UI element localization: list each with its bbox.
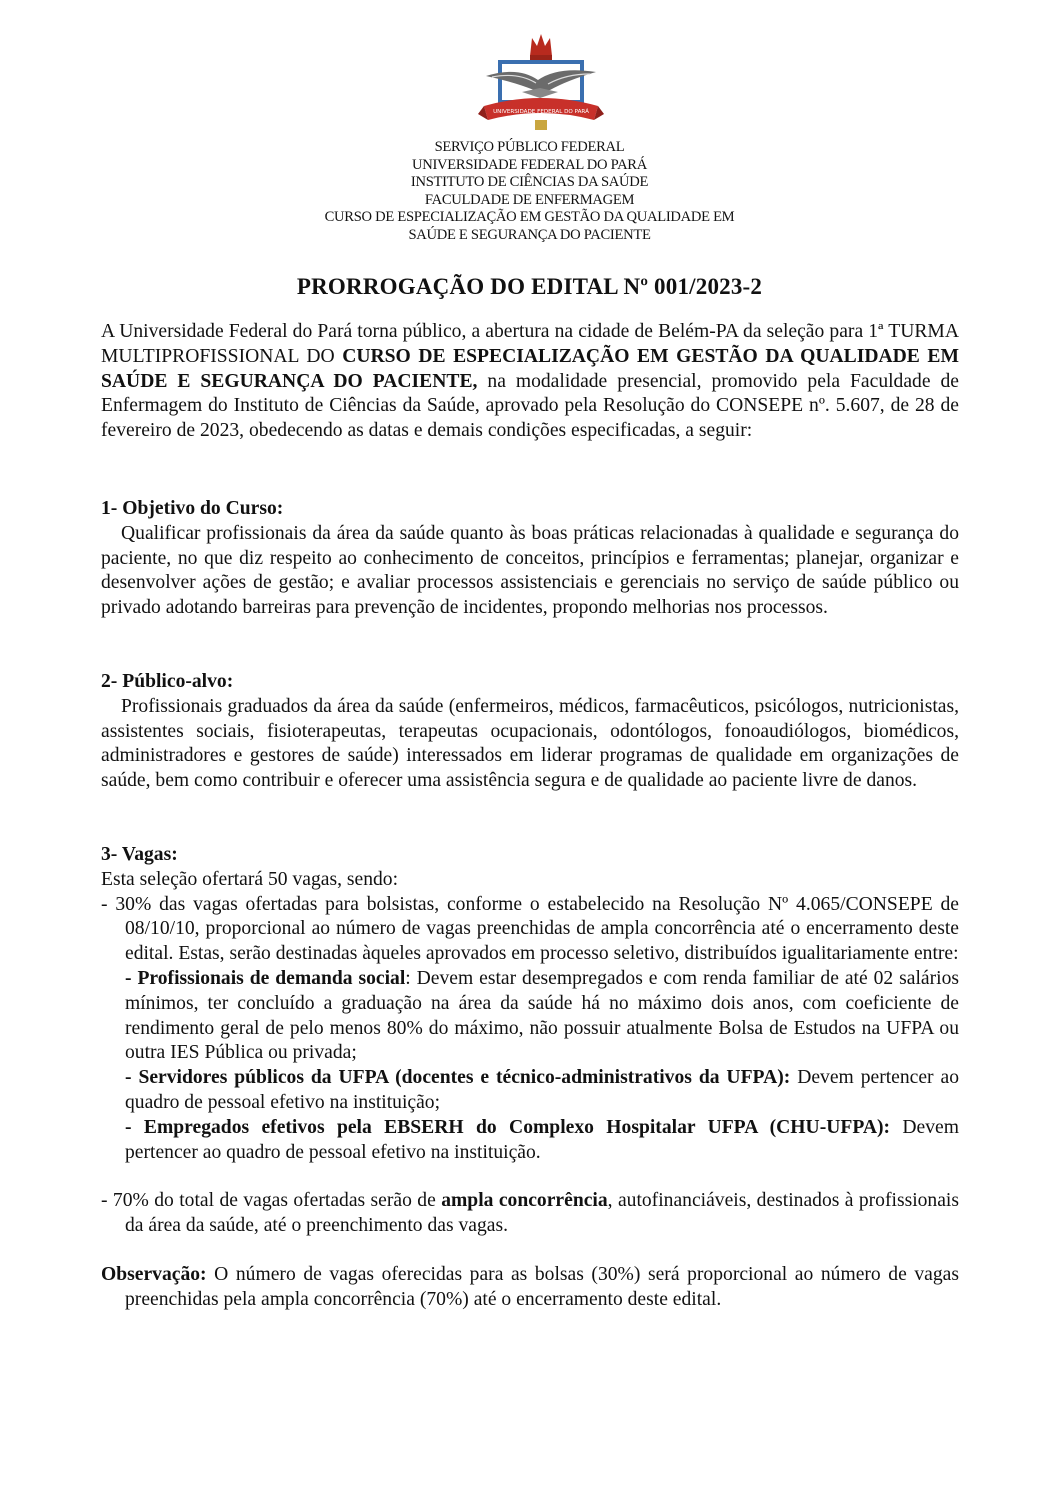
header-line: UNIVERSIDADE FEDERAL DO PARÁ — [412, 156, 647, 173]
sub-text: Devem pertencer ao quadro de pessoal efetivo na instituição. — [125, 1116, 959, 1163]
intro-paragraph — [101, 320, 959, 444]
header-line: CURSO DE ESPECIALIZAÇÃO EM GESTÃO DA QUALIDADE EM — [324, 209, 735, 226]
sub-text: Devem pertencer ao quadro de pessoal efetivo na instituição; — [125, 1067, 959, 1113]
section-text: Qualificar profissionais da área da saúde quanto às boas práticas relacionadas à qualidade e segurança do paciente, no que diz respeito ao conhecimento de conceitos, princípios e ferramentas; planejar, organizar e desenvolver ações de gestão; e avaliar processos assistenciais e gerenciais no serviço de saúde público ou privado adotando barreiras para prevenção de incidentes, propondo melhorias nos processos. — [101, 522, 959, 619]
document-title: PRORROGAÇÃO DO EDITAL Nº 001/2023-2 — [296, 274, 763, 299]
section-text: Profissionais graduados da área da saúde (enfermeiros, médicos, farmacêuticos, psicólogos, nutricionistas, assistentes sociais, fisioterapeutas, terapeutas ocupacionais, odontólogos, fonoaudiólogos, biomédicos, administradores e gestores de saúde) interessados em liderar programas de qualidade em organizações de saúde, bem como contribuir e oferecer uma assistência segura e de qualidade ao paciente livre de danos. — [101, 695, 959, 792]
item-text-cont: , autofinanciáveis, destinados à profissionais da área da saúde, até o preenchimento das vagas. — [125, 1190, 959, 1237]
note-text: O número de vagas oferecidas para as bolsas (30%) será proporcional ao número de vagas preenchidas pela ampla concorrência (70%) até o encerramento deste edital. — [125, 1263, 959, 1310]
note-label: Observação: — [101, 1263, 207, 1285]
ufpa-logo-icon — [478, 28, 604, 134]
intro-text: A Universidade Federal do Pará torna público, a abertura na cidade de Belém-PA da seleção para 1ª TURMA MULTIPROFISSIONAL DO — [101, 321, 959, 367]
item-bold: ampla concorrência — [441, 1190, 608, 1212]
vagas-item-30-percent: - 30% das vagas ofertadas para bolsistas, conforme o estabelecido na Resolução Nº 4.065/CONSEPE de 08/10/10, proporcional ao número de vagas preenchidas de ampla concorrência até o encerramento deste edital. Estas, serão destinadas àqueles aprovados em processo seletivo, distribuídos igualitariamente entre: — [101, 893, 959, 965]
intro-text-cont: na modalidade presencial, promovido pela Faculdade de Enfermagem do Instituto de Ciências da Saúde, aprovado pela Resolução do CONSEPE nº. 5.607, de 28 de fevereiro de 2023, obedecendo as datas e demais condições especificadas, a seguir: — [101, 370, 959, 442]
sub-label: - Empregados efetivos pela EBSERH do Complexo Hospitalar UFPA (CHU-UFPA): — [125, 1116, 891, 1138]
sub-text: : Devem estar desempregados e com renda familiar de até 02 salários mínimos, ter concluído a graduação na área da saúde há no máximo dois anos, com coeficiente de rendimento geral de pelo menos 80% do máximo, não possuir atualmente Bolsa de Estudos na UFPA ou outra IES Pública ou privada; — [125, 967, 959, 1064]
vagas-item-70-percent — [101, 1189, 959, 1239]
intro-course-name: CURSO DE ESPECIALIZAÇÃO EM GESTÃO DA QUALIDADE EM SAÚDE E SEGURANÇA DO PACIENTE, — [101, 345, 959, 392]
svg-text:UNIVERSIDADE FEDERAL DO PARÁ: UNIVERSIDADE FEDERAL DO PARÁ — [493, 109, 589, 115]
section-publico-alvo — [101, 670, 959, 794]
sub-label: - Profissionais de demanda social — [125, 967, 406, 989]
section-heading: 3- Vagas: — [101, 844, 178, 865]
section-heading: 2- Público-alvo: — [101, 671, 234, 692]
section-objetivo — [101, 497, 959, 621]
header-line: INSTITUTO DE CIÊNCIAS DA SAÚDE — [410, 174, 649, 191]
header-line: SAÚDE E SEGURANÇA DO PACIENTE — [408, 226, 651, 243]
section-vagas — [101, 843, 959, 1313]
vagas-sub-ebserh — [101, 1116, 959, 1166]
header-line: FACULDADE DE ENFERMAGEM — [424, 191, 635, 208]
sub-label: - Servidores públicos da UFPA (docentes e técnico-administrativos da UFPA): — [125, 1067, 791, 1089]
institution-header — [0, 139, 1059, 245]
section-heading: 1- Objetivo do Curso: — [101, 498, 284, 519]
vagas-sub-demanda-social — [101, 967, 959, 1066]
vagas-intro: Esta seleção ofertará 50 vagas, sendo: — [101, 868, 399, 890]
observacao-note — [101, 1263, 959, 1313]
vagas-sub-servidores — [101, 1066, 959, 1116]
header-line: SERVIÇO PÚBLICO FEDERAL — [434, 139, 625, 155]
item-text: - 70% do total de vagas ofertadas serão de — [101, 1190, 442, 1212]
